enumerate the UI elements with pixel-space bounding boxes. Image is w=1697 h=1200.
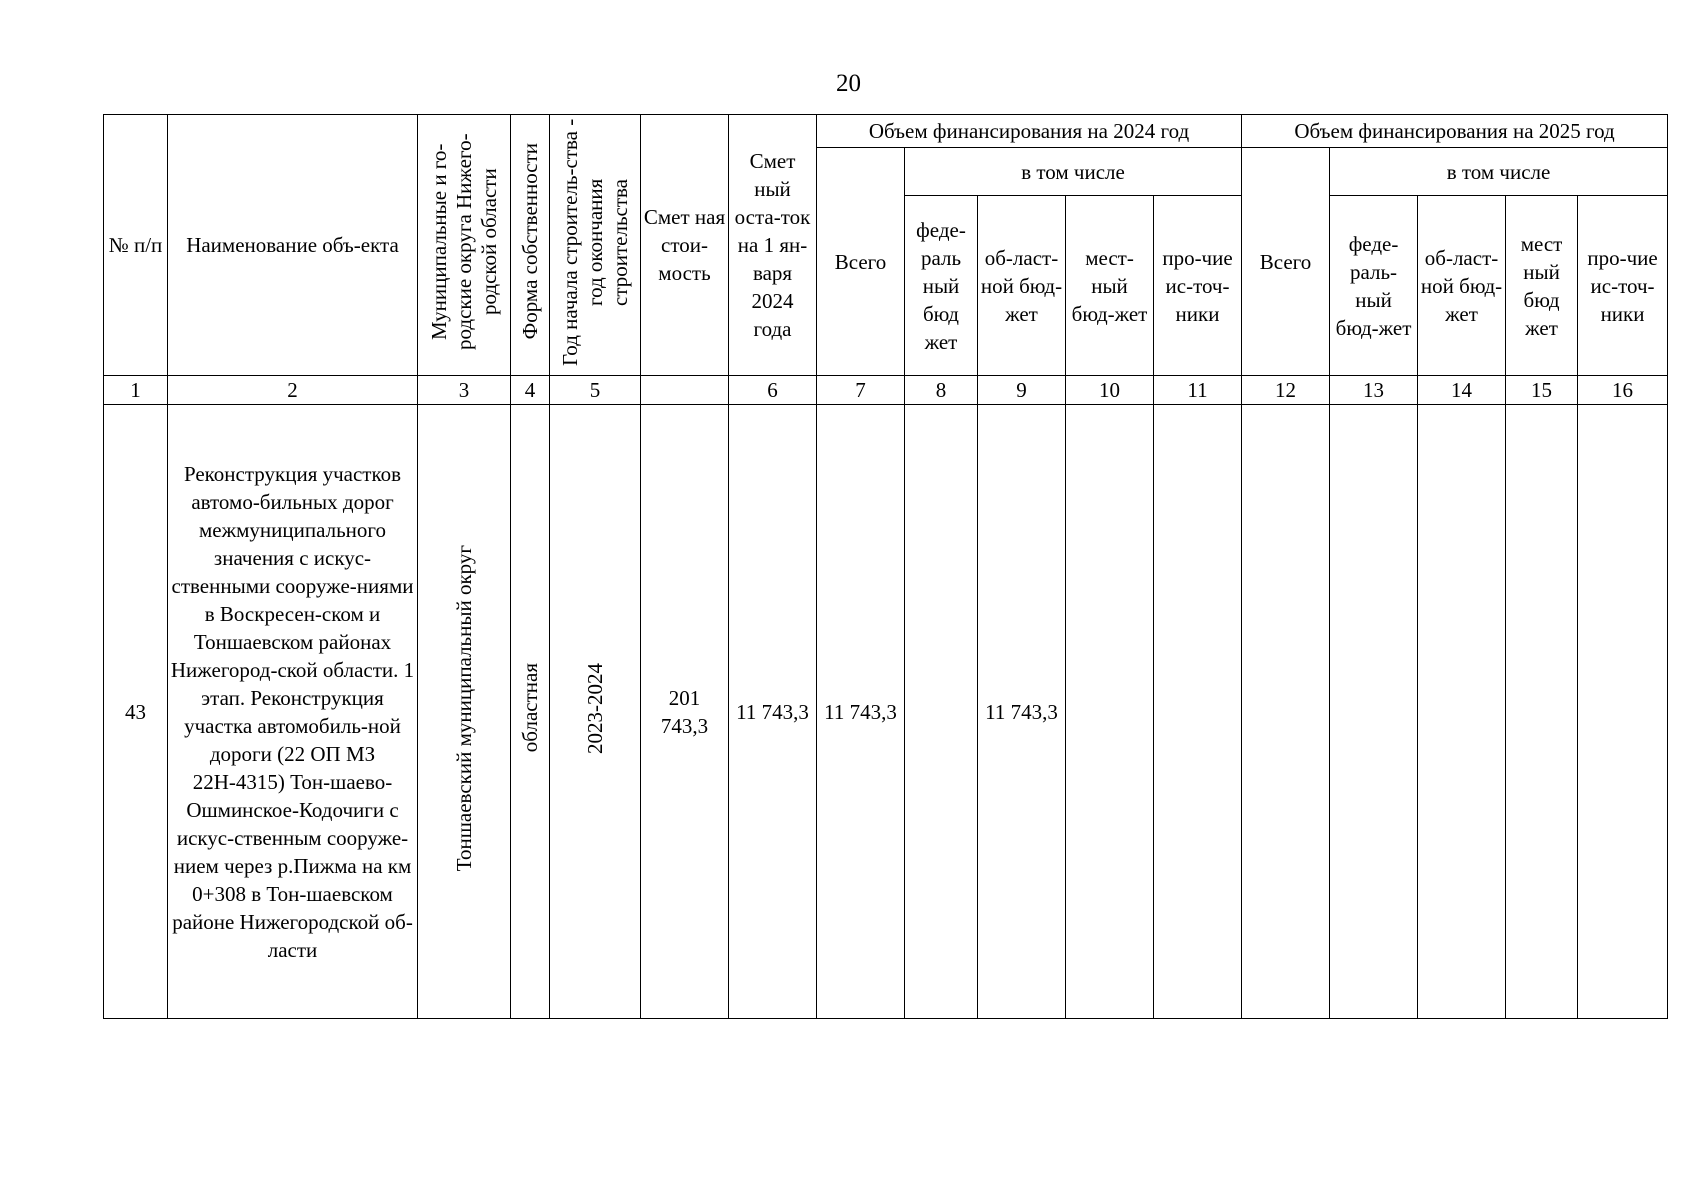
table-row [104, 405, 1668, 1019]
header-group-2024: Объем финансирования на 2024 год [817, 115, 1242, 148]
header-federal-2025: феде-раль-ный бюд-жет [1330, 196, 1418, 376]
header-including-2024: в том числе [905, 148, 1242, 196]
header-estimate: Смет ная стои-мость [641, 115, 729, 376]
header-years: Год начала строитель-ства - год окончания строительства [550, 115, 641, 376]
column-number: 11 [1154, 376, 1242, 405]
column-number: 10 [1066, 376, 1154, 405]
header-num: № п/п [104, 115, 168, 376]
ownership-form: областная [511, 405, 550, 1019]
local-2025 [1506, 405, 1578, 1019]
other-2024 [1154, 405, 1242, 1019]
local-2024 [1066, 405, 1154, 1019]
total-2024: 11 743,3 [817, 405, 905, 1019]
column-number-row [104, 376, 1668, 405]
row-number: 43 [104, 405, 168, 1019]
header-local-2025: мест ный бюд жет [1506, 196, 1578, 376]
estimate-cost: 201 743,3 [641, 405, 729, 1019]
object-name: Реконструкция участков автомо-бильных дорог межмуниципального значения с искус-ственными сооруже-ниями в Воскресен-ском и Тоншаевском районах Нижегород-ской области. 1 этап. Реконструкция участка автомобиль-ной дороги (22 ОП МЗ 22Н-4315) Тон-шаево-Ошминское-Кодочиги с искус-ственным сооруже-нием через р.Пижма на км 0+308 в Тон-шаевском районе Нижегородской об-ласти [168, 405, 418, 1019]
header-total-2024: Всего [817, 148, 905, 376]
column-number: 13 [1330, 376, 1418, 405]
header-row-1 [104, 115, 1668, 148]
column-number: 16 [1578, 376, 1668, 405]
regional-2025 [1418, 405, 1506, 1019]
column-number: 7 [817, 376, 905, 405]
municipal-district: Тоншаевский муниципальный округ [418, 405, 511, 1019]
header-including-2025: в том числе [1330, 148, 1668, 196]
column-number: 8 [905, 376, 978, 405]
column-number: 5 [550, 376, 641, 405]
header-total-2025: Всего [1242, 148, 1330, 376]
header-federal-2024: феде-раль ный бюд жет [905, 196, 978, 376]
total-2025 [1242, 405, 1330, 1019]
header-remaining: Смет ный оста-ток на 1 ян-варя 2024 года [729, 115, 817, 376]
other-2025 [1578, 405, 1668, 1019]
header-regional-2025: об-ласт-ной бюд-жет [1418, 196, 1506, 376]
column-number: 1 [104, 376, 168, 405]
regional-2024: 11 743,3 [978, 405, 1066, 1019]
header-group-2025: Объем финансирования на 2025 год [1242, 115, 1668, 148]
header-regional-2024: об-ласт-ной бюд-жет [978, 196, 1066, 376]
column-number: 2 [168, 376, 418, 405]
column-number: 15 [1506, 376, 1578, 405]
column-number: 6 [729, 376, 817, 405]
construction-years: 2023-2024 [550, 405, 641, 1019]
page-number: 20 [836, 70, 861, 97]
header-municipal: Муниципальные и го-родские округа Нижего-родской области [418, 115, 511, 376]
header-name: Наименование объ-екта [168, 115, 418, 376]
column-number: 9 [978, 376, 1066, 405]
financing-table [103, 114, 1668, 1019]
header-other-2024: про-чие ис-точ-ники [1154, 196, 1242, 376]
column-number: 4 [511, 376, 550, 405]
column-number: 3 [418, 376, 511, 405]
federal-2024 [905, 405, 978, 1019]
header-other-2025: про-чие ис-точ-ники [1578, 196, 1668, 376]
federal-2025 [1330, 405, 1418, 1019]
header-ownership: Форма собственности [511, 115, 550, 376]
column-number [641, 376, 729, 405]
remaining-cost: 11 743,3 [729, 405, 817, 1019]
header-local-2024: мест-ный бюд-жет [1066, 196, 1154, 376]
column-number: 14 [1418, 376, 1506, 405]
column-number: 12 [1242, 376, 1330, 405]
